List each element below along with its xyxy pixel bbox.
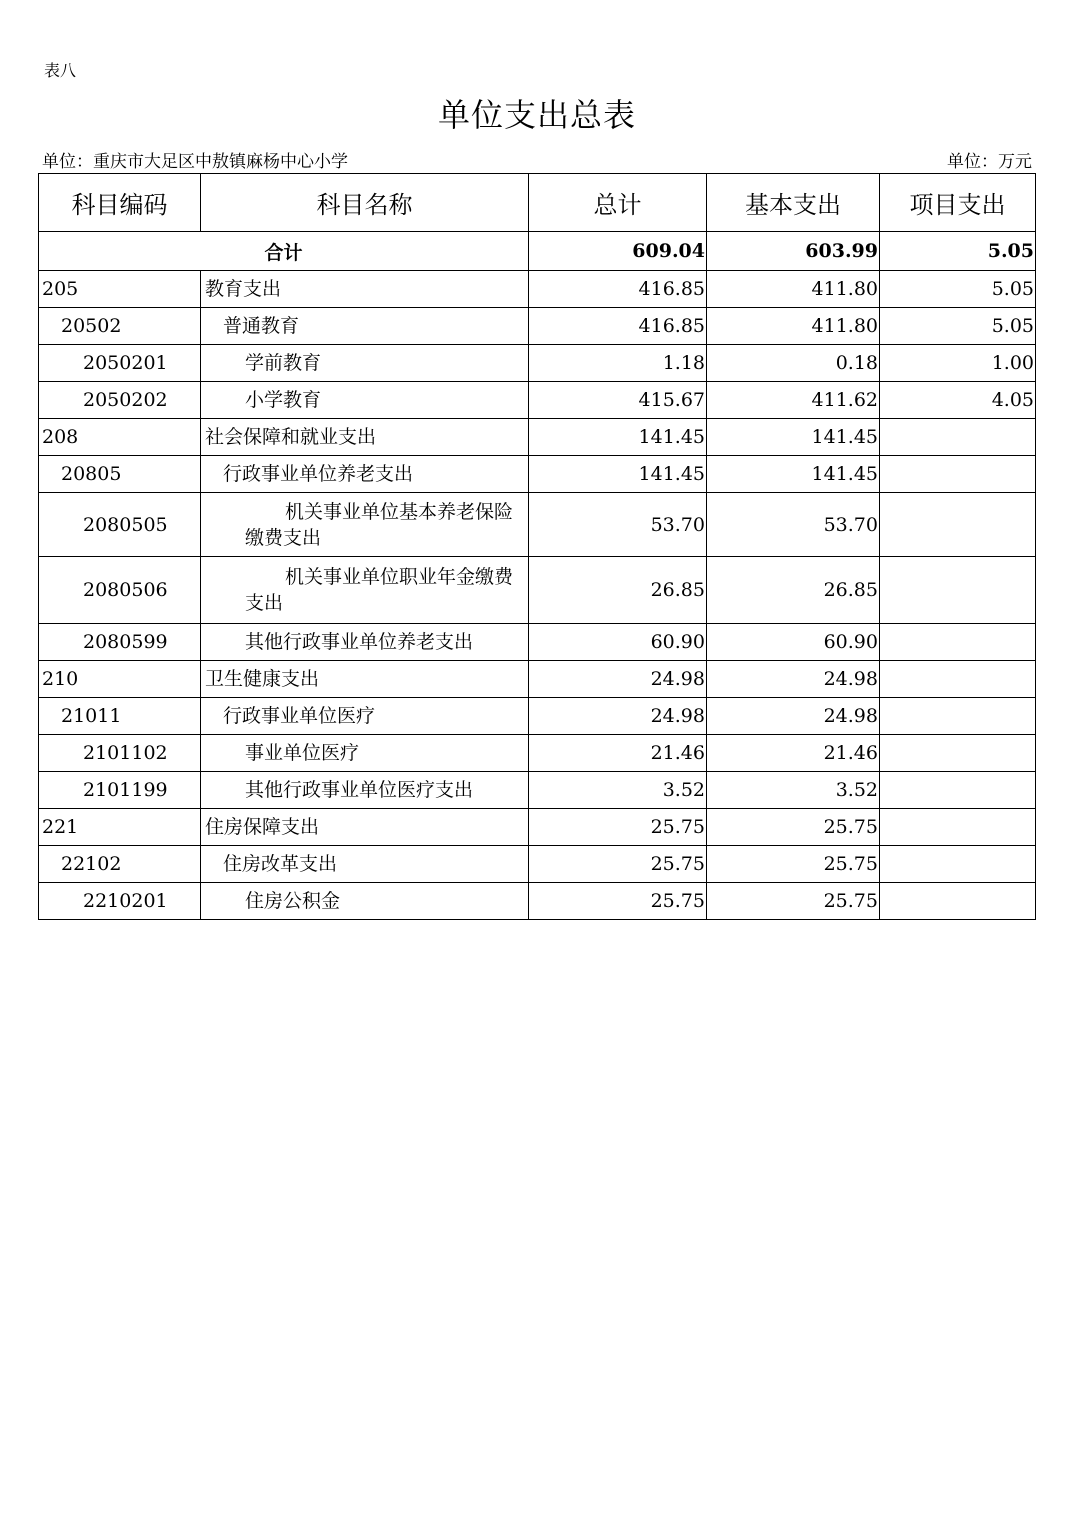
cell-code: 221 [39,809,201,846]
cell-project [880,883,1036,920]
cell-project [880,735,1036,772]
cell-code: 2080599 [39,624,201,661]
table-row [39,661,1036,698]
cell-total: 21.46 [529,735,707,772]
cell-name: 普通教育 [201,308,529,345]
table-number: 表八 [44,61,77,80]
cell-project: 5.05 [880,271,1036,308]
cell-name: 其他行政事业单位医疗支出 [201,772,529,809]
table-row [39,419,1036,456]
cell-total: 60.90 [529,624,707,661]
cell-code: 2080505 [39,493,201,557]
cell-basic: 25.75 [707,846,880,883]
cell-code: 2050201 [39,345,201,382]
cell-basic: 60.90 [707,624,880,661]
header-basic: 基本支出 [707,174,880,232]
header-name: 科目名称 [201,174,529,232]
cell-basic: 0.18 [707,345,880,382]
cell-total: 415.67 [529,382,707,419]
cell-name: 行政事业单位养老支出 [201,456,529,493]
cell-project [880,419,1036,456]
table-row [39,557,1036,624]
cell-project [880,772,1036,809]
cell-total: 416.85 [529,271,707,308]
cell-code: 2101102 [39,735,201,772]
header-row [39,174,1036,232]
cell-project: 1.00 [880,345,1036,382]
cell-project: 4.05 [880,382,1036,419]
cell-code: 2210201 [39,883,201,920]
currency-unit-label: 单位：万元 [947,152,1032,172]
cell-project [880,846,1036,883]
cell-project [880,493,1036,557]
table-row [39,772,1036,809]
cell-code: 205 [39,271,201,308]
cell-total: 25.75 [529,883,707,920]
cell-project [880,809,1036,846]
table-row [39,883,1036,920]
cell-total: 24.98 [529,698,707,735]
header-project: 项目支出 [880,174,1036,232]
cell-project: 5.05 [880,308,1036,345]
cell-name: 机关事业单位职业年金缴费支出 [201,557,529,624]
table-row [39,846,1036,883]
total-label: 合计 [39,232,529,271]
cell-total: 1.18 [529,345,707,382]
cell-total: 3.52 [529,772,707,809]
cell-name: 教育支出 [201,271,529,308]
total-row [39,232,1036,271]
cell-code: 208 [39,419,201,456]
cell-name: 其他行政事业单位养老支出 [201,624,529,661]
table-row [39,735,1036,772]
cell-basic: 25.75 [707,809,880,846]
cell-basic: 21.46 [707,735,880,772]
cell-code: 210 [39,661,201,698]
cell-name: 事业单位医疗 [201,735,529,772]
cell-total: 24.98 [529,661,707,698]
cell-basic: 24.98 [707,661,880,698]
cell-name: 小学教育 [201,382,529,419]
cell-basic: 3.52 [707,772,880,809]
table-row [39,382,1036,419]
cell-basic: 24.98 [707,698,880,735]
cell-name: 学前教育 [201,345,529,382]
cell-basic: 26.85 [707,557,880,624]
total-sum: 609.04 [529,232,707,271]
cell-code: 2101199 [39,772,201,809]
cell-name: 机关事业单位基本养老保险缴费支出 [201,493,529,557]
cell-basic: 25.75 [707,883,880,920]
cell-name: 卫生健康支出 [201,661,529,698]
total-project: 5.05 [880,232,1036,271]
table-row [39,271,1036,308]
cell-basic: 411.80 [707,271,880,308]
cell-code: 2050202 [39,382,201,419]
cell-total: 25.75 [529,809,707,846]
table-row [39,493,1036,557]
cell-total: 141.45 [529,456,707,493]
cell-name: 住房保障支出 [201,809,529,846]
cell-total: 26.85 [529,557,707,624]
cell-project [880,698,1036,735]
table-row [39,698,1036,735]
header-code: 科目编码 [39,174,201,232]
cell-project [880,456,1036,493]
cell-name: 行政事业单位医疗 [201,698,529,735]
cell-basic: 53.70 [707,493,880,557]
cell-name: 住房公积金 [201,883,529,920]
cell-total: 25.75 [529,846,707,883]
page-title: 单位支出总表 [437,96,636,134]
header-total: 总计 [529,174,707,232]
table-row [39,456,1036,493]
cell-total: 53.70 [529,493,707,557]
cell-code: 20502 [39,308,201,345]
table-row [39,308,1036,345]
cell-project [880,661,1036,698]
table-row [39,809,1036,846]
cell-code: 21011 [39,698,201,735]
cell-code: 2080506 [39,557,201,624]
cell-basic: 141.45 [707,419,880,456]
expenditure-table [38,173,1036,920]
cell-basic: 411.80 [707,308,880,345]
organization-label: 单位：重庆市大足区中敖镇麻杨中心小学 [42,152,348,172]
cell-code: 22102 [39,846,201,883]
cell-total: 141.45 [529,419,707,456]
cell-name: 社会保障和就业支出 [201,419,529,456]
cell-total: 416.85 [529,308,707,345]
cell-basic: 141.45 [707,456,880,493]
total-basic: 603.99 [707,232,880,271]
cell-project [880,624,1036,661]
table-row [39,624,1036,661]
cell-name: 住房改革支出 [201,846,529,883]
cell-code: 20805 [39,456,201,493]
table-row [39,345,1036,382]
cell-basic: 411.62 [707,382,880,419]
cell-project [880,557,1036,624]
